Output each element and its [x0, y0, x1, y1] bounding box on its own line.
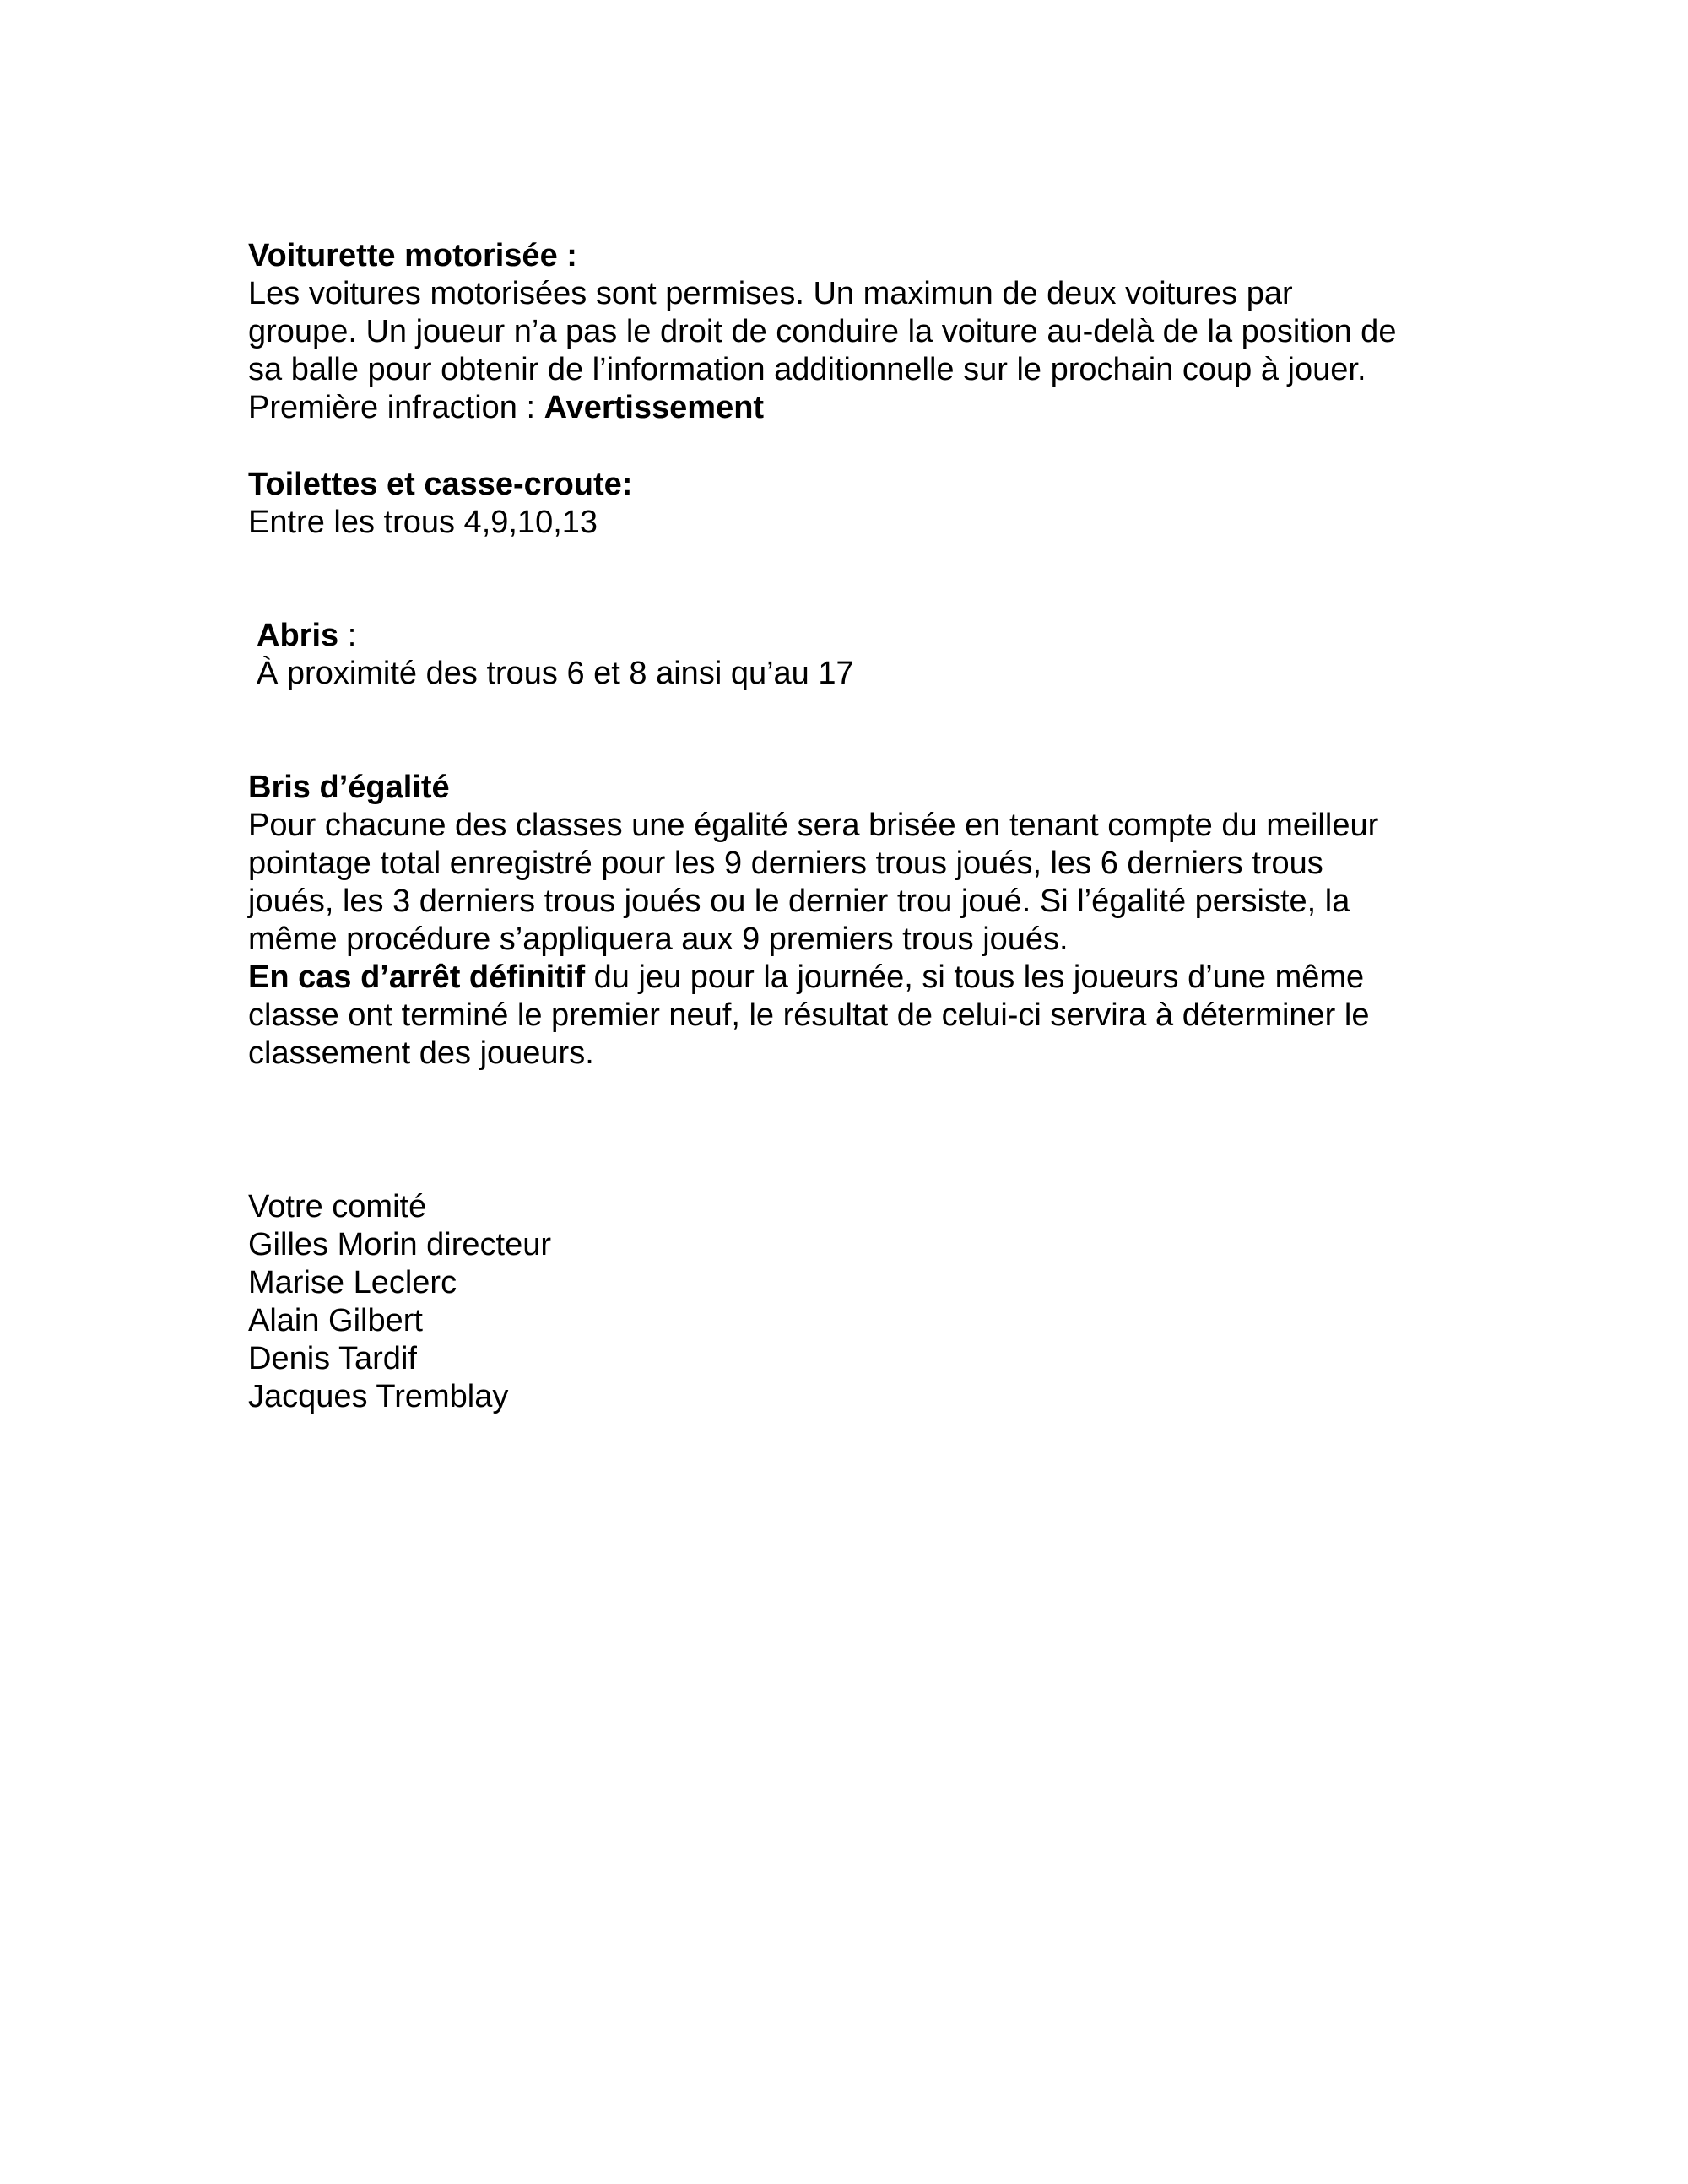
infraction-label: Première infraction : [248, 390, 544, 425]
infraction-line [248, 389, 1396, 427]
section-heading-abris: Abris [257, 618, 339, 653]
infraction-value: Avertissement [544, 390, 765, 425]
paragraph-line: Les voitures motorisées sont permises. Un maximun de deux voitures par [248, 276, 1293, 311]
paragraph-line: même procédure s’appliquera aux 9 premiers trous joués. [248, 922, 1069, 957]
arret-rest-text: du jeu pour la journée, si tous les joueurs d’une même [585, 960, 1365, 995]
signature-line: Marise Leclerc [248, 1265, 457, 1300]
signature-line: Denis Tardif [248, 1341, 417, 1376]
section-heading-bris: Bris d’égalité [248, 770, 450, 805]
section-signature [248, 1188, 551, 1416]
signature-line: Jacques Tremblay [248, 1379, 509, 1414]
paragraph-line: À proximité des trous 6 et 8 ainsi qu’au 17 [257, 656, 854, 691]
section-heading-toilettes: Toilettes et casse-croute: [248, 467, 633, 502]
section-abris [248, 617, 854, 693]
paragraph-line: Entre les trous 4,9,10,13 [248, 505, 598, 540]
paragraph-line: joués, les 3 derniers trous joués ou le dernier trou joué. Si l’égalité persiste, la [248, 884, 1350, 919]
paragraph-line: sa balle pour obtenir de l’information additionnelle sur le prochain coup à jouer. [248, 352, 1366, 387]
abris-heading-line [257, 617, 854, 655]
signature-line: Gilles Morin directeur [248, 1227, 551, 1262]
heading-suffix: : [338, 618, 357, 653]
section-voiturette [248, 237, 1396, 427]
arret-line [248, 959, 1378, 997]
arret-bold-text: En cas d’arrêt définitif [248, 960, 586, 995]
paragraph-line: classement des joueurs. [248, 1035, 594, 1071]
section-heading-voiturette: Voiturette motorisée : [248, 238, 577, 273]
paragraph-line: groupe. Un joueur n’a pas le droit de conduire la voiture au-delà de la position de [248, 314, 1397, 349]
paragraph-line: classe ont terminé le premier neuf, le résultat de celui-ci servira à déterminer le [248, 997, 1370, 1033]
section-toilettes [248, 466, 632, 542]
paragraph-line: Pour chacune des classes une égalité sera brisée en tenant compte du meilleur [248, 808, 1379, 843]
signature-line: Alain Gilbert [248, 1303, 423, 1338]
signature-line: Votre comité [248, 1189, 427, 1224]
section-bris-egalite [248, 769, 1378, 1073]
paragraph-line: pointage total enregistré pour les 9 derniers trous joués, les 6 derniers trous [248, 846, 1323, 881]
